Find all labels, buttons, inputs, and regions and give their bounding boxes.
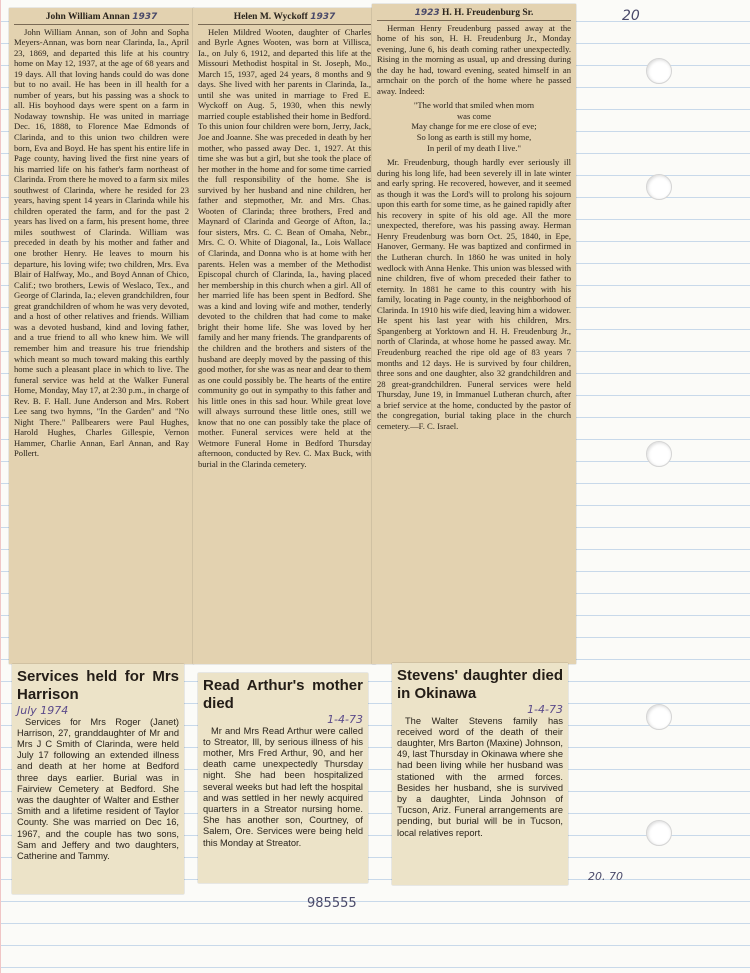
bottom-number: 985555 <box>307 896 357 911</box>
binder-hole <box>646 174 672 200</box>
wyckoff-year: 1937 <box>310 12 336 22</box>
annan-year: 1937 <box>132 12 158 22</box>
page-number: 20 <box>622 8 640 24</box>
clipping-wyckoff <box>193 8 376 664</box>
annan-title: John William Annan 1937 <box>14 12 189 25</box>
binder-hole <box>646 441 672 467</box>
stevens-title: Stevens' daughter died in Okinawa <box>397 667 563 702</box>
clipping-harrison <box>12 664 184 894</box>
annan-body: John William Annan, son of John and Sopha Meyers-Annan, was born near Clarinda, Ia., April 23, 1869, and departed this life at his country home on May 12, 1937, at the age of 68 years and 19 days. All that loving hands could do was done but to no avail. He has been in ill health for a number of years, but his passing was a shock to all. His boyhood days were spent on a farm in Nodaway township. He was united in marriage Dec. 16, 1888, to Florence Mae Edmonds of Clarinda, and to this union two children were born, Eva and Boyd. He has spent his entire life in Page county, having lived the first nine years of his married life on his father's farm northeast of Clarinda. From there he moved to a farm six miles southwest of Clarinda, where he resided for 23 years, having spent 14 years in Clarinda while his children operated the farm, and for the past 2 years has lived on a farm, his present home, three miles southwest of Clarinda. William was preceded in death by his mother and father and one brother Henry. He leaves to mourn his departure, his loving wife; two children, Mrs. Eva Blair of Halfway, Mo., and Boyd Annan of Chico, Calif.; two brothers, Lewis of Weslaco, Tex., and George of Clarinda, Ia.; eleven grandchildren, four great grandchildren of whom he was very devoted, and a host of other relatives and friends. William was a devoted husband, kind and loving father, and a true friend to all who knew him. We will remember him and treasure his true friendship which meant so much toward making this earthly home such a pleasant place in which to live. The funeral service was held at the Walker Funeral Home, Monday, May 17, at 2:30 p.m., in charge of Rev. B. F. Hall. June Anderson and Mrs. Robert Lee sang two hymns, "In the Garden" and "No Night There." Pallbearers were Paul Hughes, Harold Hughes, Charles Gillespie, Vernon Hammer, Charlie Annan, Earl Annan, and Ray Pollert. <box>14 26 189 459</box>
margin-line <box>0 0 1 973</box>
binder-hole <box>646 820 672 846</box>
wyckoff-body: Helen Mildred Wooten, daughter of Charles and Byrle Agnes Wooten, was born at Villisca, Ia., on July 6, 1912, and departed this life at the Missouri Methodist hospital in St. Joseph, Mo., March 15, 1937, aged 24 years, 8 months and 9 days. She lived with her parents in Clarinda, Ia., until she was united in marriage to Fred E. Wyckoff on Aug. 5, 1930, when this newly married couple established their home in Bedford. To this union four children were born, Jerry, Jack, Joe and Joanne. She was preceded in death by her mother, who passed away Dec. 1, 1927. At this time she was but a girl, but she took the place of her mother in the home and for some time carried the full responsibility of the home. She is survived by her husband and nine children, her father and stepmother, Mr. and Mrs. Chas. Wooten of Clarinda; three brothers, Fred and Maynard of Clarinda and George of Afton, Ia.; four sisters, Mrs. C. C. Bean of Omaha, Nebr., Mrs. C. O. White of Diagonal, Ia., Lois Wallace of Clarinda, and Donna who is at home with her parents. Helen was a member of the Methodist Episcopal church of Clarinda, Ia., having placed her membership in this church when a girl. All of her married life has been spent in Bedford. She was a kind and loving wife and mother, tenderly devoted to the children that had come to make bright their home life. She was loved by her family and her many friends. The grandparents of the children and the brothers and sisters of the husband are deeply moved by the passing of this good mother, for she was as near and dear to them as one could possibly be. The hearts of the entire community go out in sympathy to this father and his little ones in this sad hour. While great love will always surround these little ones, still we know that no one can possibly take the place of mother. Funeral services were held at the Wetmore Funeral Home in Bedford Thursday afternoon, conducted by Rev. C. Max Buck, with burial in the Clarinda cemetery. <box>198 26 371 469</box>
freudenburg-title: 1923 H. H. Freudenburg Sr. <box>377 8 571 21</box>
clipping-annan <box>9 8 194 664</box>
binder-hole <box>646 704 672 730</box>
freudenburg-body: Mr. Freudenburg, though hardly ever seriously ill during his long life, had been severely ill in late winter and early spring. He recovered, however, and it seemed as though it was the Lord's will to prolong his sojourn upon this earth for some time, as he gained rapidly after his recovery in spite of his old age. All the more unexpected, therefore, was his passing away. Herman Henry Freudenburg was born Oct. 25, 1840, in Epe, Hanover, Germany. He was baptized and confirmed in the Lutheran church. In 1860 he was united in holy wedlock with Anna Henke. This union was blessed with nine children, five of whom preceded their father to eternity. In 1881 he came to this country with his family, locating in Page county, in the neighborhood of Clarinda. In 1910 his wife died, leaving him a widower. He spent his last year with his children, Mrs. Spangenberg at Yorktown and H. H. Freudenburg Jr., north of Clarinda, at whose home he passed away. Mr. Freudenburg reached the ripe old age of 83 years 7 months and 12 days. He is survived by four children, three sons and one daughter, also 32 grandchildren and 28 great-grandchildren. Funeral services were held Thursday, June 19, in Immanuel Lutheran church, after a brief service at the home, conducted by the pastor of the congregation, burial taking place in the church cemetery.—F. C. Israel. <box>377 157 571 431</box>
freudenburg-poem: "The world that smiled when morn was come May change for me ere close of eve; So long as earth is still my home, In peril of my death I live." <box>411 100 537 153</box>
stevens-body: The Walter Stevens family has received word of the death of their daughter, Mrs Barton (Maxine) Johnson, 49, last Thursday in Okinawa where she had been living while her husband was stationed with the armed forces. Besides her husband, she is survived by a daughter, Linda Johnson of Tucson, Ariz. Funeral arrangements are pending, but burial will be in Tucson, local relatives report. <box>397 715 563 838</box>
clipping-stevens <box>392 663 568 885</box>
stevens-date: 1-4-73 <box>527 703 563 716</box>
corner-marks: 20. 70 <box>588 870 623 883</box>
wyckoff-title: Helen M. Wyckoff 1937 <box>198 12 371 25</box>
arthur-body: Mr and Mrs Read Arthur were called to Streator, Ill, by serious illness of his mother, Mrs Fred Arthur, 90, and her death came unexpectedly Thursday night. She had been hospitalized several weeks but had left the hospital and was settled in her newly acquired quarters in a Streator nursing home. She has another son, Courtney, of Salem, Ore. Services were being held this Monday at Streator. <box>203 725 363 848</box>
clipping-freudenburg <box>372 4 576 664</box>
harrison-date: July 1974 <box>17 704 69 717</box>
freudenburg-intro: Herman Henry Freudenburg passed away at the home of his son, H. H. Freudenburg Jr., Monday evening, June 6, his death coming rather unexpectedly. Rising in the morning as usual, up and dressing during the day he had, toward evening, seated himself in an armchair on the porch of the home where he passed away. Indeed: <box>377 22 571 96</box>
arthur-title: Read Arthur's mother died <box>203 677 363 712</box>
binder-hole <box>646 58 672 84</box>
arthur-date: 1-4-73 <box>327 713 363 726</box>
freudenburg-year: 1923 <box>414 8 440 18</box>
clipping-arthur <box>198 673 368 883</box>
harrison-body: Services for Mrs Roger (Janet) Harrison, 27, granddaughter of Mr and Mrs J C Smith of Clarinda, were held July 17 following an extended illness and death at her home at Bedford three days earlier. Burial was in Fairview Cemetery at Bedford. She was the daughter of Walter and Esther Smith and a lifetime resident of Taylor County. She was married on Dec 16, 1967, and the couple has two sons, Sam and Jeffery and two daughters, Catherine and Tammy. <box>17 716 179 861</box>
harrison-title: Services held for Mrs Harrison <box>17 668 179 703</box>
